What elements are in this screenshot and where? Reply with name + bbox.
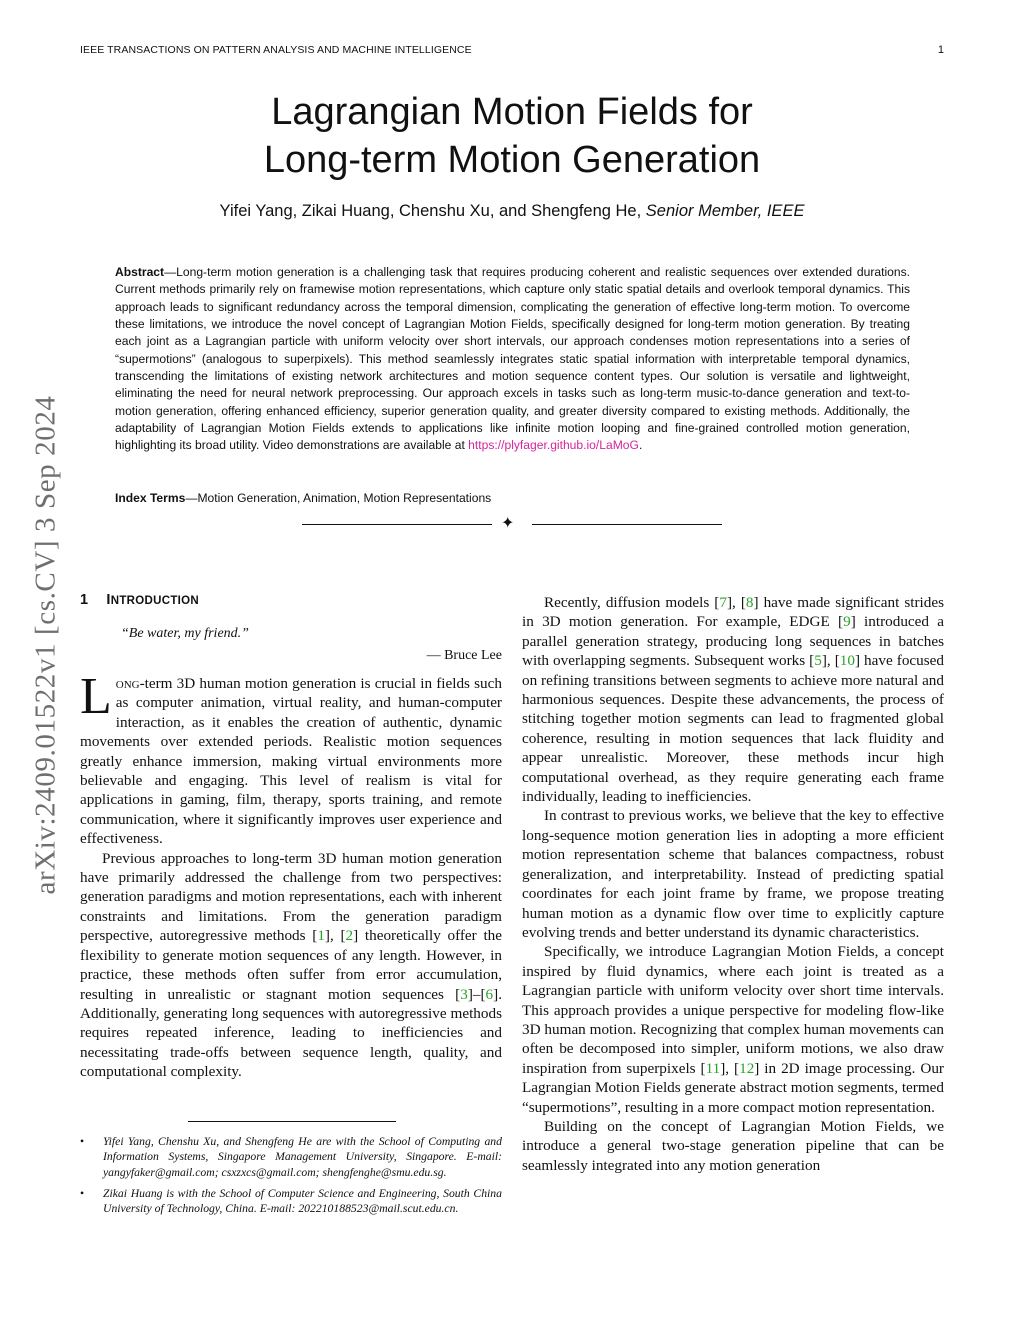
section-title-initial: I	[106, 592, 111, 608]
citation-link[interactable]: 3	[460, 985, 468, 1003]
abstract	[115, 264, 910, 455]
citation-link[interactable]: 8	[745, 594, 754, 611]
intro-paragraph-5	[522, 942, 944, 1117]
r1-text-c: ] have made significant strides in 3D motion generation. For example, EDGE [	[522, 594, 944, 631]
r1-text-a: Recently, diffusion models [	[544, 594, 720, 611]
abstract-end: .	[638, 438, 643, 453]
authors: Yifei Yang, Zikai Huang, Chenshu Xu, and Shengfeng He,	[219, 202, 642, 220]
paper-title	[0, 88, 1024, 184]
right-column	[522, 593, 944, 1175]
footnote-rule	[188, 1121, 396, 1122]
citation-link[interactable]: 9	[843, 613, 851, 631]
drop-cap: L	[80, 668, 112, 725]
r1-text-d: ] introduced a parallel generation strategy, producing long sequences in batches with overlapping segments. Subsequent works [	[522, 613, 944, 670]
page-number: 1	[937, 44, 944, 56]
divider-star-icon: ✦	[501, 515, 515, 532]
divider-line-right	[532, 524, 722, 525]
p2-text-d: ]–[	[467, 985, 486, 1003]
title-line-1: Lagrangian Motion Fields for	[271, 91, 753, 133]
footnote-item	[80, 1134, 502, 1180]
p2-text-e: ]. Additionally, generating long sequences with autoregressive methods requires repeated inference, leading to inefficiencies and necessitating trade-offs between sequence length, quality, and computational complexity.	[80, 985, 502, 1081]
citation-link[interactable]: 6	[485, 985, 494, 1003]
running-head: IEEE TRANSACTIONS ON PATTERN ANALYSIS AND MACHINE INTELLIGENCE	[80, 44, 472, 56]
arxiv-stamp	[0, 0, 62, 895]
r3-text-c: ] in 2D image processing. Our Lagrangian Motion Fields generate abstract motion segments, termed “supermotions”, resulting in a more compact motion representation.	[522, 1059, 944, 1116]
intro-paragraph-4: In contrast to previous works, we believe that the key to effective long-sequence motion generation lies in adopting a more efficient motion representation scheme that balances compactness, robust generalization, and interpretability. Instead of predicting spatial coordinates for each joint frame by frame, we propose treating human motion as a dynamic flow over time to explicitly capture evolving trends and better understand its dynamic characteristics.	[522, 807, 944, 941]
p2-text-b: ], [	[324, 927, 346, 945]
intro-paragraph-2	[80, 849, 502, 1082]
citation-link[interactable]: 12	[739, 1059, 755, 1077]
title-line-2: Long-term Motion Generation	[263, 139, 761, 181]
footnote-text: Yifei Yang, Chenshu Xu, and Shengfeng He are with the School of Computing and Information Systems, Singapore Management University, Singapore. E-mail: yangyfaker@gmail.com; csxzxcs@gmail.com; shengfenghe@smu.edu.sg.	[103, 1135, 502, 1179]
index-terms	[115, 491, 491, 505]
r1-text-e: ], [	[821, 652, 840, 670]
p2-text-a: Previous approaches to long-term 3D human motion generation have primarily addressed the challenge from two perspectives: generation paradigms and motion representations, each with inherent constraints and limitations. From the generation paradigm perspective, autoregressive methods [	[80, 849, 502, 945]
r1-text-f: ] have focused on refining transitions between segments to achieve more natural and harmonious sequences. Despite these advancements, the process of stitching together motion segments can lead to fragmented global coherence, resulting in motion sequences that lack fluidity and appear unrealistic. Moreover, these methods incur high computational overhead, as they require generating each frame individually, leading to inefficiencies.	[522, 652, 944, 806]
bullet-icon: •	[80, 1186, 85, 1200]
footnotes	[80, 1134, 502, 1222]
footnote-item	[80, 1186, 502, 1217]
project-link[interactable]: https://plyfager.github.io/LaMoG	[468, 438, 639, 453]
author-membership: Senior Member, IEEE	[645, 202, 805, 220]
index-terms-label: Index Terms	[115, 491, 186, 505]
intro-paragraph-6: Building on the concept of Lagrangian Motion Fields, we introduce a general two-stage generation pipeline that can be seamlessly integrated into any motion generation	[522, 1117, 944, 1174]
r3-text-a: Specifically, we introduce Lagrangian Motion Fields, a concept inspired by fluid dynamics, where each joint is treated as a Lagrangian particle with uniform velocity over short time intervals. This approach provides a unique perspective for modeling flow-like 3D human motion. Recognizing that complex human movements can often be decomposed into simpler, uniform motions, we also draw inspiration from superpixels [	[522, 943, 944, 1077]
author-list	[0, 202, 1024, 221]
citation-link[interactable]: 2	[345, 927, 354, 945]
section-title-rest: NTRODUCTION	[110, 595, 199, 607]
intro-paragraph-1	[80, 668, 502, 849]
intro-p1-text: -term 3D human motion generation is crucial in fields such as computer animation, virtual reality, and human-computer interaction, as it enables the creation of authentic, dynamic movements over extended periods. Realistic motion sequences greatly enhance immersion, making virtual environments more believable and engaging. This level of realism is vital for applications in gaming, film, therapy, sports training, and remote communication, where it significantly improves user experience and effectiveness.	[80, 675, 502, 848]
r3-text-b: ], [	[720, 1059, 740, 1077]
arxiv-stamp-text: arXiv:2409.01522v1 [cs.CV] 3 Sep 2024	[29, 395, 62, 895]
section-number: 1	[80, 592, 89, 608]
bullet-icon: •	[80, 1135, 85, 1148]
abstract-label: Abstract	[115, 265, 165, 279]
small-caps-lead: ong	[115, 675, 140, 692]
section-divider	[302, 515, 722, 532]
section-heading-introduction	[80, 592, 199, 608]
r1-text-b: ], [	[726, 594, 746, 611]
index-terms-text: —Motion Generation, Animation, Motion Representations	[185, 491, 492, 505]
citation-link[interactable]: 7	[719, 594, 727, 611]
citation-link[interactable]: 10	[839, 652, 855, 670]
citation-link[interactable]: 1	[317, 927, 325, 945]
citation-link[interactable]: 5	[814, 652, 822, 670]
divider-line-left	[302, 524, 492, 525]
intro-paragraph-3	[522, 593, 944, 806]
left-column	[80, 668, 502, 1082]
citation-link[interactable]: 11	[705, 1059, 721, 1077]
abstract-text: —Long-term motion generation is a challenging task that requires producing coherent and realistic sequences over extended durations. Current methods primarily rely on framewise motion representations, which capture only static spatial details and overlook temporal dynamics. This approach leads to significant redundancy across the temporal dimension, complicating the generation of effective long-term motion. To overcome these limitations, we introduce the novel concept of Lagrangian Motion Fields, specifically designed for long-term motion generation. By treating each joint as a Lagrangian particle with uniform velocity over short intervals, our approach condenses motion representations into a series of “supermotions” (analogous to superpixels). This method seamlessly integrates static spatial information with interpretable temporal dynamics, transcending the limitations of existing network architectures and motion sequence content types. Our solution is versatile and lightweight, eliminating the need for neural network preprocessing. Our approach excels in tasks such as long-term music-to-dance generation and text-to-motion generation, offering enhanced efficiency, superior generation quality, and greater diversity compared to existing methods. Additionally, the adaptability of Lagrangian Motion Fields extends to applications like infinite motion looping and fine-grained controlled motion generation, highlighting its broad utility. Video demonstrations are available at	[115, 265, 910, 453]
p2-text-c: ] theoretically offer the flexibility to generate motion sequences of any length. However, in practice, these methods often suffer from error accumulation, resulting in unrealistic or stagnant motion sequences [	[80, 927, 502, 1003]
epigraph-attribution: — Bruce Lee	[426, 648, 502, 663]
footnote-text: Zikai Huang is with the School of Computer Science and Engineering, South China University of Technology, China. E-mail: 202210188523@mail.scut.edu.cn.	[103, 1186, 502, 1216]
epigraph-quote: “Be water, my friend.”	[121, 626, 249, 641]
